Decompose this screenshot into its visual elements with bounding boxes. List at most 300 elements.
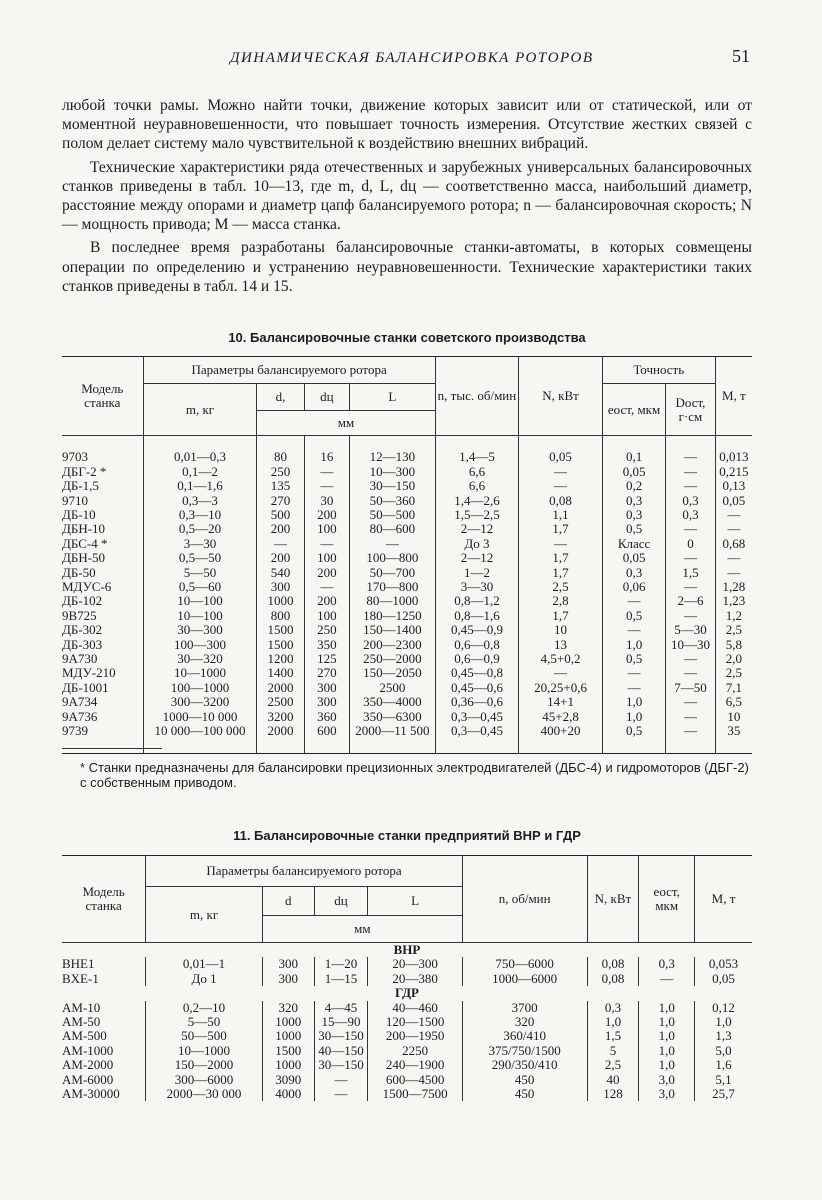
table-cell: 3,0 [639,1087,695,1101]
model-cell: 9А730 [62,651,98,667]
table-cell: 1,0 [639,1001,695,1015]
model-cell: ДБ-1,5 [62,478,99,494]
table10-caption: 10. Балансировочные станки советского производства [228,330,586,345]
table-cell: 5—30 [666,623,715,637]
table-cell: 0,3 [602,494,665,508]
table-cell: 2,5 [715,666,752,680]
table-row [62,638,752,652]
col-dc: dц [314,887,368,916]
table-cell: 2000 [257,724,304,738]
table-cell: 10—1000 [143,666,257,680]
footnote-text: * Станки предназначены для балансировки прецизионных электродвигателей (ДБС-4) и гидромоторов (ДБГ-2) с собственным приводом. [80,760,749,790]
table-cell: 1,28 [715,580,752,594]
table-cell: — [314,1073,368,1087]
table-cell: 0,06 [602,580,665,594]
table-cell: 50—700 [350,566,436,580]
table-cell: 1,7 [519,522,603,536]
table-cell: 40 [587,1073,639,1087]
table-cell: 10—30 [666,638,715,652]
table-cell: 0,68 [715,537,752,551]
table-cell: — [666,710,715,724]
table-cell: 0,3 [602,566,665,580]
table-cell: 1,0 [587,1015,639,1029]
table-cell: 0,5 [602,609,665,623]
table-row [62,494,752,508]
table-cell: 1,5—2,5 [435,508,519,522]
table-cell: 30—300 [143,623,257,637]
table-cell: 40—460 [368,1001,462,1015]
col-M: M, т [715,357,752,436]
table-cell: 0,05 [519,450,603,464]
table-cell: 50—500 [146,1029,263,1043]
table-cell: — [602,594,665,608]
model-cell: ДБГ-2 * [62,463,107,479]
table-cell: 450 [462,1073,587,1087]
table-cell: — [350,537,436,551]
table-cell: 0,08 [519,494,603,508]
table-cell: 20,25+0,6 [519,681,603,695]
col-L: L [350,384,436,411]
table-cell: — [666,652,715,666]
table-cell: 0,6—0,9 [435,652,519,666]
col-m: m, кг [146,887,263,943]
table-cell: — [314,1087,368,1101]
table-cell: 1,5 [587,1029,639,1043]
table-cell: 2,5 [587,1058,639,1072]
table-cell: 200 [304,594,349,608]
table-row [62,594,752,608]
table-cell: 3700 [462,1001,587,1015]
table-row [62,1001,752,1015]
table-cell: — [715,551,752,565]
table10-footnote [62,760,752,790]
col-params: Параметры балансируемого ротора [143,357,435,384]
table-cell: 1,0 [639,1058,695,1072]
table-cell: 0,13 [715,479,752,493]
table-cell: 0,3—0,45 [435,710,519,724]
table-cell: 0,5 [602,652,665,666]
table-cell: 7—50 [666,681,715,695]
table-cell: 0 [666,537,715,551]
table-cell: 1,0 [602,695,665,709]
table-cell: 50—500 [350,508,436,522]
paragraph: Технические характеристики ряда отечественных и зарубежных универсальных балансировочных станков приведены в табл. 10—13, где m, d, L, dц — соответственно масса, наибольший диаметр, расстояние между опорами и диаметр цапф балансируемого ротора; n — балансировочная скорость; N — мощность привода; M — масса станка. [62,158,752,234]
table-cell: 5 [587,1044,639,1058]
footnote-rule [62,748,162,749]
table-cell: 180—1250 [350,609,436,623]
col-model: Модель станка [62,357,143,436]
paragraph: любой точки рамы. Можно найти точки, движение которых зависит или от статической, или от моментной неуравновешенности, что повышает точность измерения. Отсутствие жестких связей с полом делает систему мало чувствительной к воздействию внешних вибраций. [62,97,752,153]
table-cell: 100 [304,609,349,623]
table-row [62,652,752,666]
table-cell: 150—2000 [146,1058,263,1072]
table-cell: 1,0 [639,1029,695,1043]
table-cell: 1000—6000 [462,972,587,986]
col-dc: dц [304,384,349,411]
model-cell: ДБ-1001 [62,679,109,695]
table-cell: 10—100 [143,594,257,608]
table-cell: 0,5—20 [143,522,257,536]
table-cell: — [666,666,715,680]
table-cell: 300 [304,681,349,695]
table-cell: 3—30 [435,580,519,594]
table-cell: 320 [262,1001,314,1015]
table-cell: 300 [257,580,304,594]
table-cell: 600 [304,724,349,738]
table-cell: — [715,508,752,522]
model-cell: ДБ-303 [62,636,103,652]
table11-body [62,943,752,1102]
model-cell: 9710 [62,492,88,508]
table-cell: 1,4—2,6 [435,494,519,508]
table-cell: 1,7 [519,566,603,580]
table-cell: 0,45—0,9 [435,623,519,637]
col-D: Dост, г·см [666,384,715,436]
table-cell: 1500 [257,623,304,637]
table-cell: 0,5 [602,522,665,536]
table-cell: 250 [304,623,349,637]
table-cell: — [666,695,715,709]
table-cell: 0,05 [715,494,752,508]
table-row [62,957,752,971]
table-cell: 540 [257,566,304,580]
table-cell: 30—150 [314,1058,368,1072]
table-row [62,1029,752,1043]
table-cell: 20—300 [368,957,462,971]
table-cell: 170—800 [350,580,436,594]
running-header [60,46,750,72]
col-L: L [368,887,462,916]
table-cell: — [304,580,349,594]
table-cell: — [519,479,603,493]
table-row [62,1044,752,1058]
table-cell: 3—30 [143,537,257,551]
table-cell: 0,3 [587,1001,639,1015]
table-cell: 0,3—10 [143,508,257,522]
table-cell: 0,08 [587,972,639,986]
table-cell: 200—2300 [350,638,436,652]
table-cell: 360/410 [462,1029,587,1043]
table-cell: 4,5+0,2 [519,652,603,666]
model-cell: BXE-1 [62,970,99,986]
table-cell: 450 [462,1087,587,1101]
table-cell: 1400 [257,666,304,680]
table-cell: 1500—7500 [368,1087,462,1101]
col-d: d [262,887,314,916]
table-row [62,695,752,709]
col-M: M, т [695,856,752,943]
table-cell: 30—320 [143,652,257,666]
table-cell: 100—1000 [143,681,257,695]
table-cell: 1,5 [666,566,715,580]
table-cell: 10—300 [350,465,436,479]
model-cell: ДБ-10 [62,507,96,523]
table-cell: 30—150 [350,479,436,493]
model-cell: ДБ-302 [62,622,103,638]
table-cell: 25,7 [695,1087,752,1101]
table-cell: 80 [257,450,304,464]
paragraph: В последнее время разработаны балансировочные станки-автоматы, в которых совмещены операции по определению и устранению неуравновешенности. Технические характеристики таких станков приведены в табл. 14 и 15. [62,239,752,295]
body-text [62,96,752,300]
table-cell: 5—50 [143,566,257,580]
table-cell: 1,4—5 [435,450,519,464]
col-d: d, [257,384,304,411]
table-cell: — [666,724,715,738]
table-cell: 2,0 [715,652,752,666]
table-row [62,537,752,551]
model-cell: МДУС-6 [62,579,112,595]
table-cell: 40—150 [314,1044,368,1058]
table-cell: — [715,522,752,536]
table-cell: 5,1 [695,1073,752,1087]
table-cell: 10 [715,710,752,724]
table-cell: 2500 [257,695,304,709]
table-cell: 4—45 [314,1001,368,1015]
col-n: n, об/мин [462,856,587,943]
table-cell: 0,3 [602,508,665,522]
table-cell: — [602,623,665,637]
table-cell: 6,6 [435,465,519,479]
model-cell: ДБС-4 * [62,535,108,551]
col-mm: мм [257,411,435,436]
col-n: n, тыс. об/мин [435,357,519,436]
table-cell: 7,1 [715,681,752,695]
table-cell: 2—12 [435,551,519,565]
table-cell: 15—90 [314,1015,368,1029]
table-row [62,623,752,637]
table-cell: — [519,465,603,479]
table-cell: 0,05 [695,972,752,986]
table-cell: 20—380 [368,972,462,986]
table-row [62,566,752,580]
table-cell: 2250 [368,1044,462,1058]
table-cell: — [666,450,715,464]
table-cell: 0,05 [602,551,665,565]
table-cell: 1,3 [695,1029,752,1043]
table-cell: 2—6 [666,594,715,608]
table-cell: 360 [304,710,349,724]
table-cell: 2—12 [435,522,519,536]
table-cell: — [666,580,715,594]
col-e: eост, мкм [639,856,695,943]
model-cell: АМ-500 [62,1028,107,1044]
table-row [62,508,752,522]
table-row [62,666,752,680]
table-cell: 10—100 [143,609,257,623]
table-cell: 10 000—100 000 [143,724,257,738]
table-cell: 1,7 [519,609,603,623]
table-cell: 2,8 [519,594,603,608]
table-cell: 2000 [257,681,304,695]
table-cell: 2000—11 500 [350,724,436,738]
table-cell: 16 [304,450,349,464]
table-cell: 150—1400 [350,623,436,637]
table-row [62,522,752,536]
table-cell: 100—300 [143,638,257,652]
table-cell: 1200 [257,652,304,666]
table-cell: 350—4000 [350,695,436,709]
table-cell: 3200 [257,710,304,724]
table-cell: — [666,551,715,565]
table-cell: 0,5—60 [143,580,257,594]
table-row [62,580,752,594]
table-cell: 300 [262,972,314,986]
table-cell: 125 [304,652,349,666]
table-cell: 1,0 [602,638,665,652]
table-row [62,1073,752,1087]
table-row [62,465,752,479]
table-cell: 0,05 [602,465,665,479]
page-number: 51 [732,46,750,66]
table-cell: 200 [257,551,304,565]
table-cell: 0,1 [602,450,665,464]
table-cell: 320 [462,1015,587,1029]
table-cell: 0,3 [666,494,715,508]
model-cell: 9В725 [62,607,97,623]
table-cell: 128 [587,1087,639,1101]
table-cell: 0,3—0,45 [435,724,519,738]
table-row [62,479,752,493]
model-cell: 9А734 [62,694,98,710]
table-cell: 1000 [262,1029,314,1043]
table-cell: 250—2000 [350,652,436,666]
table-cell: 1000 [262,1015,314,1029]
table-cell: 0,2 [602,479,665,493]
table-cell: 0,013 [715,450,752,464]
table11-caption: 11. Балансировочные станки предприятий ВНР и ГДР [233,828,581,843]
table-cell: 6,5 [715,695,752,709]
table-cell: 270 [257,494,304,508]
table-cell: 1,0 [639,1044,695,1058]
table-row [62,724,752,738]
table-cell: До 1 [146,972,263,986]
table-cell: 2,5 [715,623,752,637]
table-cell: 350 [304,638,349,652]
table-cell: 350—6300 [350,710,436,724]
table-cell: 0,3—3 [143,494,257,508]
table-cell: 1—2 [435,566,519,580]
model-cell: 9739 [62,723,88,739]
table-cell: 200—1950 [368,1029,462,1043]
table-cell: 0,12 [695,1001,752,1015]
table-cell: 0,45—0,8 [435,666,519,680]
table-cell: 1,0 [695,1015,752,1029]
table-cell: — [666,609,715,623]
table-cell: 2500 [350,681,436,695]
table-row [62,450,752,464]
table-cell: 100 [304,551,349,565]
table-cell: 1000—10 000 [143,710,257,724]
table-cell: 290/350/410 [462,1058,587,1072]
table-cell: 0,6—0,8 [435,638,519,652]
model-cell: ДБН-50 [62,550,106,566]
model-cell: АМ-30000 [62,1086,120,1102]
model-cell: АМ-50 [62,1014,101,1030]
table-row [62,1058,752,1072]
table-cell: 0,8—1,6 [435,609,519,623]
table-cell: — [666,522,715,536]
table-row [62,551,752,565]
table-cell: — [715,566,752,580]
table-cell: 0,1—1,6 [143,479,257,493]
table-cell: 240—1900 [368,1058,462,1072]
table-cell: 0,8—1,2 [435,594,519,608]
table-cell: 1—15 [314,972,368,986]
table-cell: 1500 [262,1044,314,1058]
table-cell: 1,6 [695,1058,752,1072]
header-title: ДИНАМИЧЕСКАЯ БАЛАНСИРОВКА РОТОРОВ [230,50,594,66]
table-cell: 600—4500 [368,1073,462,1087]
table-cell: 0,08 [587,957,639,971]
col-model: Модель станка [62,856,146,943]
col-params: Параметры балансируемого ротора [146,856,463,887]
table11 [62,855,752,1101]
table-row [62,1015,752,1029]
table-cell: 0,01—0,3 [143,450,257,464]
table-cell: 35 [715,724,752,738]
table-row [62,1087,752,1101]
model-cell: АМ-6000 [62,1071,114,1087]
model-cell: BHE1 [62,956,95,972]
table-cell: До 3 [435,537,519,551]
table-cell: 1000 [262,1058,314,1072]
table-cell: — [666,465,715,479]
table-cell: 13 [519,638,603,652]
table-cell: Класс [602,537,665,551]
table-row [62,710,752,724]
table-cell: 200 [304,508,349,522]
table-cell: — [519,666,603,680]
table-cell: 12—130 [350,450,436,464]
table-cell: 30 [304,494,349,508]
table-cell: 14+1 [519,695,603,709]
model-cell: АМ-1000 [62,1042,114,1058]
table-cell: 1000 [257,594,304,608]
table-cell: 200 [257,522,304,536]
table-cell: 45+2,8 [519,710,603,724]
col-e: eост, мкм [602,384,665,436]
col-accuracy: Точность [602,357,715,384]
table-cell: — [519,537,603,551]
table-cell: 500 [257,508,304,522]
table-cell: 5,0 [695,1044,752,1058]
table-cell: — [602,681,665,695]
table-cell: — [304,479,349,493]
table-cell: 0,5—50 [143,551,257,565]
table-cell: 0,3 [666,508,715,522]
table-cell: 120—1500 [368,1015,462,1029]
model-cell: МДУ-210 [62,665,116,681]
table-cell: 400+20 [519,724,603,738]
table-cell: 1500 [257,638,304,652]
table-cell: 250 [257,465,304,479]
table-cell: 200 [304,566,349,580]
table-cell: — [257,537,304,551]
table-cell: 3,0 [639,1073,695,1087]
table-cell: 800 [257,609,304,623]
table-cell: — [304,465,349,479]
table-cell: — [304,537,349,551]
col-N: N, кВт [519,357,603,436]
table-cell: 300 [304,695,349,709]
table-cell: 100 [304,522,349,536]
table-cell: — [602,666,665,680]
table10 [62,356,752,754]
table-cell: 300—3200 [143,695,257,709]
table-row [62,972,752,986]
table-cell: 1,0 [602,710,665,724]
table-cell: 10 [519,623,603,637]
